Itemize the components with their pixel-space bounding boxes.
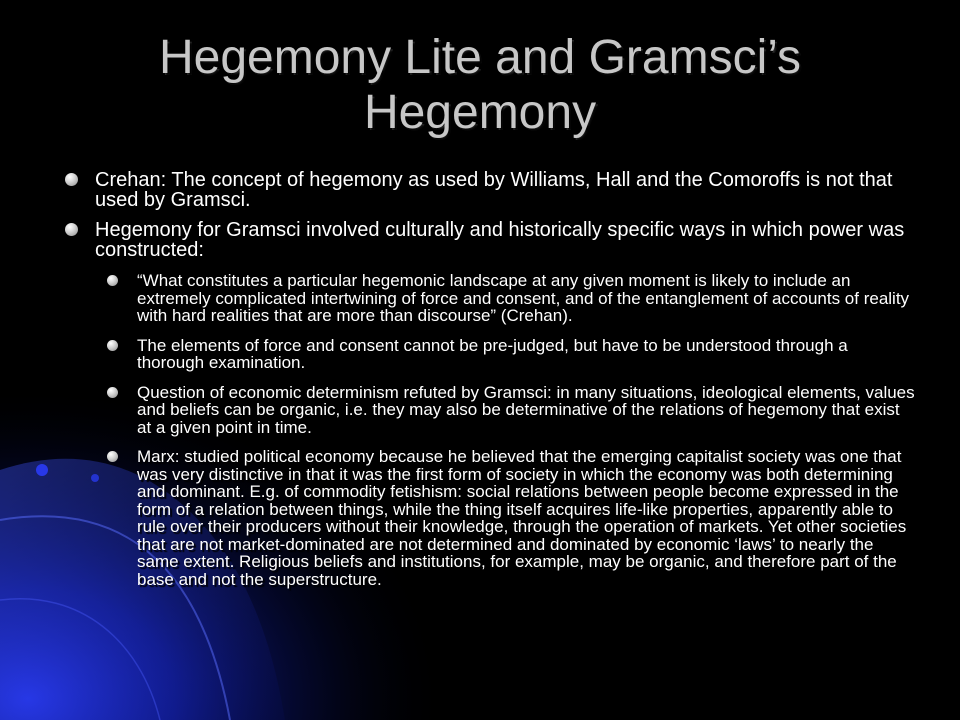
bullet-list — [65, 170, 915, 588]
sub-list-item — [107, 272, 915, 325]
bullet-icon — [107, 387, 118, 398]
bullet-icon — [65, 223, 78, 236]
bullet-icon — [107, 340, 118, 351]
sub-bullet-text: Question of economic determinism refuted by Gramsci: in many situations, ideological elements, values and beliefs can be organic, i.e. they may also be determinative of the relations of hegemony that exist at a given point in time. — [137, 382, 915, 437]
sub-list-item — [107, 448, 915, 588]
sub-bullet-list — [107, 272, 915, 588]
slide-content — [65, 170, 915, 600]
list-item — [65, 220, 915, 588]
bullet-icon — [107, 451, 118, 462]
decor-dot — [36, 464, 48, 476]
list-item — [65, 170, 915, 210]
sub-bullet-text: The elements of force and consent cannot be pre-judged, but have to be understood through a thorough examination. — [137, 335, 848, 372]
sub-bullet-text: “What constitutes a particular hegemonic landscape at any given moment is likely to include an extremely complicated intertwining of force and consent, and of the entanglement of accounts of reality with hard realities that are more than discourse” (Crehan). — [137, 271, 910, 325]
bullet-text: Hegemony for Gramsci involved culturally and historically specific ways in which power was constructed: — [95, 219, 905, 261]
bullet-icon — [65, 173, 78, 186]
sub-list-item — [107, 337, 915, 372]
bullet-text: Crehan: The concept of hegemony as used by Williams, Hall and the Comoroffs is not that used by Gramsci. — [95, 169, 893, 211]
sub-bullet-text: Marx: studied political economy because he believed that the emerging capitalist society was one that was very distinctive in that it was the first form of society in which the economy was both determining and dominant. E.g. of commodity fetishism: social relations between people become expressed in the form of a relation between things, while the thing itself acquires life-like properties, apparently able to rule over their producers without their knowledge, through the operation of markets. Yet other societies that are not market-dominated are not determined and dominated by economic ‘laws’ to nearly the same extent. Religious beliefs and institutions, for example, may be organic, and therefore part of the base and not the superstructure. — [137, 447, 907, 589]
slide-title: Hegemony Lite and Gramsci’s Hegemony — [158, 31, 802, 139]
sub-list-item — [107, 384, 915, 437]
bullet-icon — [107, 275, 118, 286]
